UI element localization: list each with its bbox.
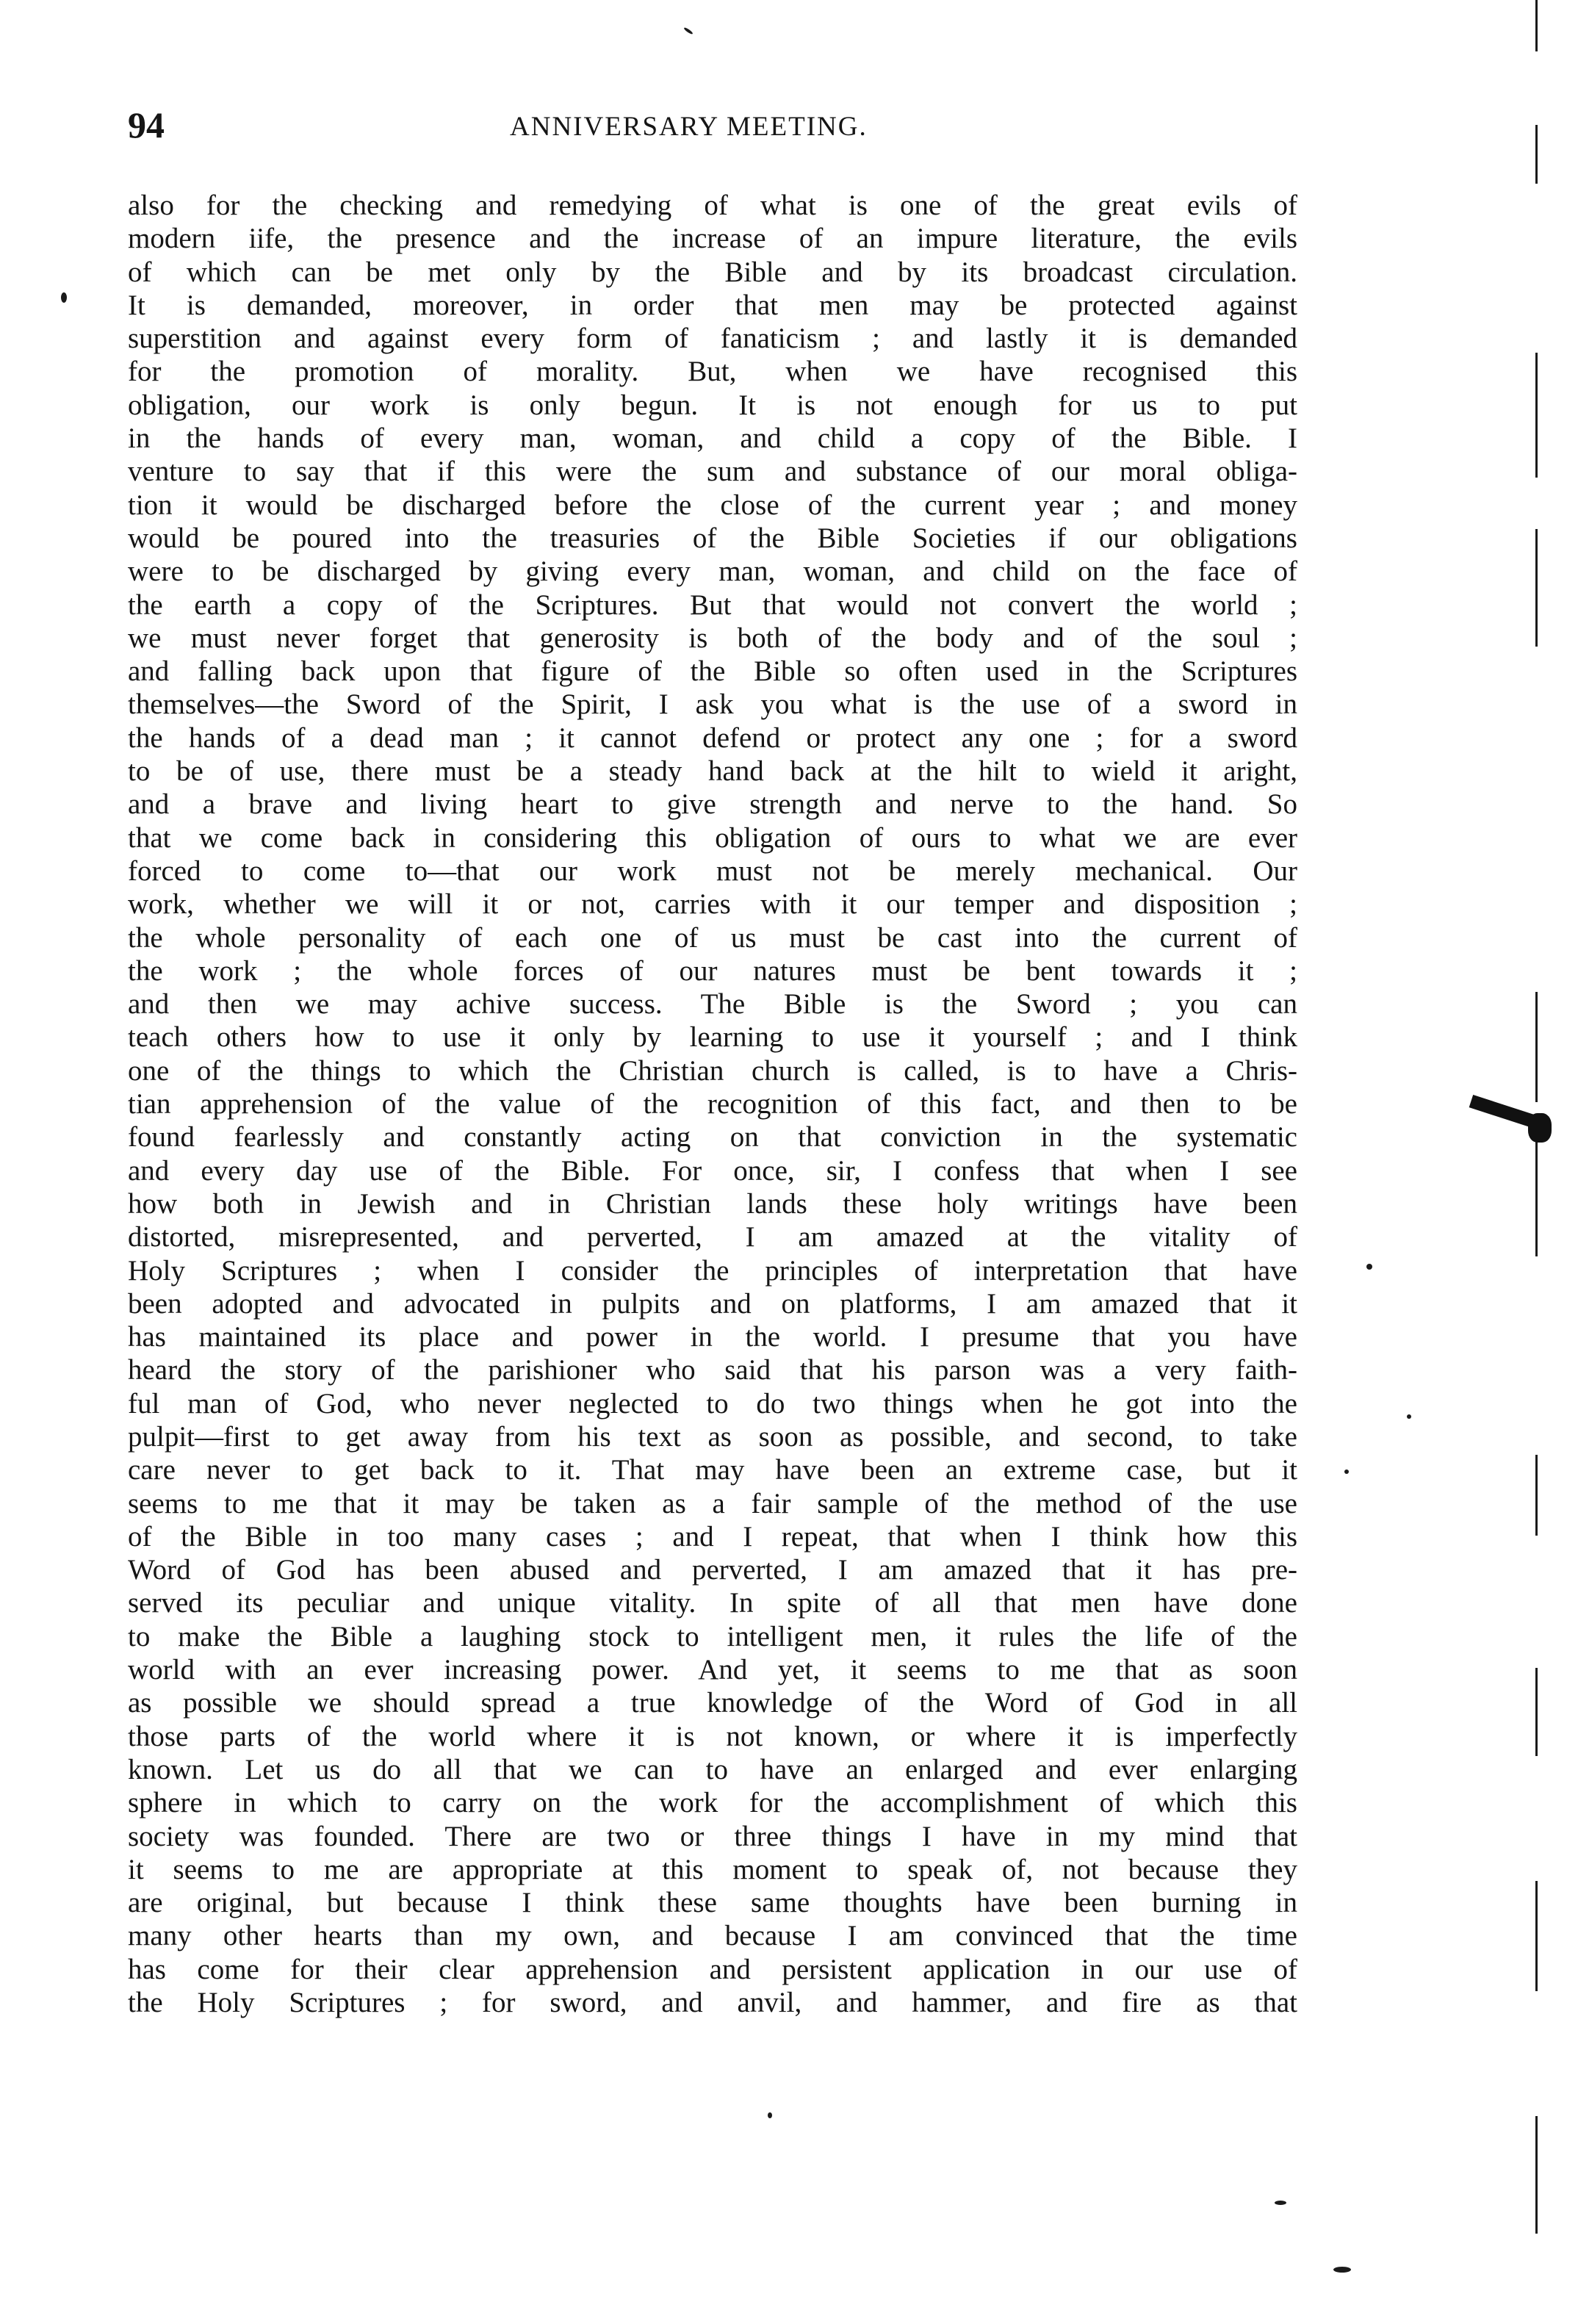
text-line: world with an ever increasing power. And yet, it seems to me that as soon — [128, 1654, 1297, 1686]
text-line: the hands of a dead man ; it cannot defend or protect any one ; for a sword — [128, 722, 1297, 754]
scan-speck — [1344, 1469, 1349, 1474]
scan-speck — [1407, 1414, 1411, 1419]
body-paragraph — [128, 189, 1297, 2019]
text-line: one of the things to which the Christian church is called, is to have a Chris- — [128, 1054, 1297, 1087]
text-line: themselves—the Sword of the Spirit, I ask you what is the use of a sword in — [128, 688, 1297, 721]
text-line: of the Bible in too many cases ; and I repeat, that when I think how this — [128, 1520, 1297, 1553]
scan-margin-line — [1535, 125, 1538, 184]
text-line: and falling back upon that figure of the Bible so often used in the Scriptures — [128, 655, 1297, 688]
text-line: are original, but because I think these same thoughts have been burning in — [128, 1887, 1297, 1919]
text-line: of which can be met only by the Bible and by its broadcast circulation. — [128, 256, 1297, 288]
page-header — [128, 103, 1303, 154]
text-line: served its peculiar and unique vitality. In spite of all that men have done — [128, 1587, 1297, 1619]
scan-margin-line — [1535, 529, 1538, 647]
text-line: Word of God has been abused and perverted, I am amazed that it has pre- — [128, 1554, 1297, 1586]
text-line: many other hearts than my own, and because I am convinced that the time — [128, 1920, 1297, 1952]
scan-margin-line — [1535, 992, 1538, 1102]
text-line: forced to come to—that our work must not be merely mechanical. Our — [128, 855, 1297, 887]
text-line: modern iife, the presence and the increase of an impure literature, the evils — [128, 223, 1297, 255]
text-line: found fearlessly and constantly acting on that conviction in the systematic — [128, 1121, 1297, 1154]
text-line: as possible we should spread a true knowledge of the Word of God in all — [128, 1687, 1297, 1719]
text-line: superstition and against every form of fanaticism ; and lastly it is demanded — [128, 323, 1297, 355]
text-line: work, whether we will it or not, carries with it our temper and disposition ; — [128, 888, 1297, 921]
text-line: tian apprehension of the value of the recognition of this fact, and then to be — [128, 1088, 1297, 1120]
text-line: heard the story of the parishioner who said that his parson was a very faith- — [128, 1354, 1297, 1386]
text-line: how both in Jewish and in Christian lands these holy writings have been — [128, 1187, 1297, 1220]
text-line: venture to say that if this were the sum and substance of our moral obliga- — [128, 456, 1297, 488]
text-line: teach others how to use it only by learning to use it yourself ; and I think — [128, 1021, 1297, 1054]
text-line: would be poured into the treasuries of the Bible Societies if our obligations — [128, 522, 1297, 554]
text-line: care never to get back to it. That may have been an extreme case, but it — [128, 1454, 1297, 1486]
scan-margin-line — [1535, 1668, 1538, 1756]
text-line: for the promotion of morality. But, when we have recognised this — [128, 356, 1297, 388]
scan-margin-line — [1535, 2116, 1538, 2234]
text-line: ful man of God, who never neglected to do two things when he got into the — [128, 1387, 1297, 1420]
scan-margin-line — [1535, 1881, 1538, 1991]
scan-speck — [1333, 2267, 1351, 2273]
text-line: seems to me that it may be taken as a fair sample of the method of the use — [128, 1487, 1297, 1519]
text-line: to make the Bible a laughing stock to intelligent men, it rules the life of the — [128, 1620, 1297, 1652]
text-line: sphere in which to carry on the work for the accomplishment of which this — [128, 1787, 1297, 1819]
text-line: and a brave and living heart to give strength and nerve to the hand. So — [128, 788, 1297, 821]
text-line: It is demanded, moreover, in order that men may be protected against — [128, 289, 1297, 321]
text-line: also for the checking and remedying of what is one of the great evils of — [128, 190, 1297, 221]
text-line: were to be discharged by giving every man, woman, and child on the face of — [128, 555, 1297, 588]
scan-speck — [1275, 2201, 1286, 2205]
text-line: has maintained its place and power in the world. I presume that you have — [128, 1321, 1297, 1353]
text-line: we must never forget that generosity is both of the body and of the soul ; — [128, 622, 1297, 654]
scan-speck — [768, 2112, 772, 2118]
scan-speck — [1366, 1264, 1372, 1270]
text-line: it seems to me are appropriate at this moment to speak of, not because they — [128, 1853, 1297, 1885]
scan-speck — [683, 26, 693, 35]
scan-margin-line — [1535, 1455, 1538, 1536]
text-line: the earth a copy of the Scriptures. But that would not convert the world ; — [128, 589, 1297, 621]
text-line: the whole personality of each one of us must be cast into the current of — [128, 921, 1297, 954]
text-line: and then we may achive success. The Bible is the Sword ; you can — [128, 988, 1297, 1021]
scan-margin-line — [1535, 0, 1538, 51]
text-line: society was founded. There are two or three things I have in my mind that — [128, 1820, 1297, 1852]
text-line: obligation, our work is only begun. It is not enough for us to put — [128, 389, 1297, 421]
text-line: those parts of the world where it is not known, or where it is imperfectly — [128, 1720, 1297, 1752]
text-line: pulpit—first to get away from his text as soon as possible, and second, to take — [128, 1420, 1297, 1453]
text-line: the Holy Scriptures ; for sword, and anvil, and hammer, and fire as that — [128, 1987, 1297, 2019]
text-line: in the hands of every man, woman, and child a copy of the Bible. I — [128, 422, 1297, 455]
ink-blot — [1528, 1113, 1552, 1143]
text-line: to be of use, there must be a steady hand back at the hilt to wield it aright, — [128, 755, 1297, 788]
text-line: and every day use of the Bible. For once, sir, I confess that when I see — [128, 1154, 1297, 1187]
scan-speck — [61, 292, 67, 303]
text-line: Holy Scriptures ; when I consider the principles of interpretation that have — [128, 1254, 1297, 1287]
text-line: been adopted and advocated in pulpits and on platforms, I am amazed that it — [128, 1287, 1297, 1320]
scan-margin-line — [1535, 1124, 1538, 1256]
text-line: the work ; the whole forces of our natures must be bent towards it ; — [128, 954, 1297, 987]
text-line: distorted, misrepresented, and perverted, I am amazed at the vitality of — [128, 1221, 1297, 1253]
scan-margin-line — [1535, 353, 1538, 478]
running-head: ANNIVERSARY MEETING. — [510, 112, 868, 142]
text-line: that we come back in considering this obligation of ours to what we are ever — [128, 821, 1297, 854]
text-line: tion it would be discharged before the close of the current year ; and money — [128, 489, 1297, 521]
text-line: known. Let us do all that we can to have an enlarged and ever enlarging — [128, 1753, 1297, 1785]
text-line: has come for their clear apprehension and persistent application in our use of — [128, 1953, 1297, 1985]
page-number: 94 — [128, 104, 165, 145]
